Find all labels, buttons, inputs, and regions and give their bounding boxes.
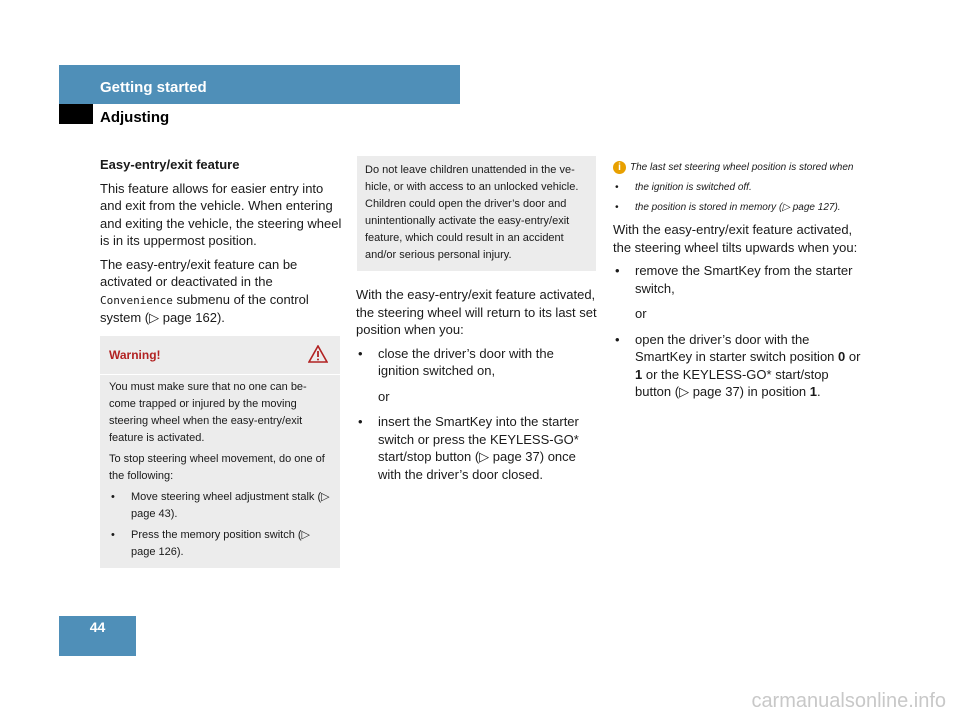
note-intro — [613, 160, 863, 175]
or-separator: or — [635, 306, 647, 321]
list-item: • open the driver’s door with the SmartKey in starter switch position 0 or 1 or the KEYLESS-GO* start/stop button (▷ page 37) in position 1. — [615, 331, 861, 399]
position-value: 1 — [809, 384, 818, 399]
list-item-text-part: or — [848, 349, 861, 364]
list-item-text: insert the SmartKey into the starter switch or press the KEYLESS-GO* start/stop button (▷ page 37) once with the driver’s door closed. — [378, 414, 579, 482]
position-value: 1 — [635, 366, 643, 382]
warning-list-item-text: Move steering wheel adjustment stalk (▷ page 43). — [131, 491, 330, 520]
note-item: • the position is stored in memory (▷ page 127). — [615, 202, 841, 213]
or-separator: or — [378, 388, 390, 404]
warning-title: Warning! — [109, 348, 161, 362]
intro-paragraph: This feature allows for easier entry into and exit from the vehicle. When entering and exiting the vehicle, the steering wheel is in its uppermost position. — [100, 180, 342, 248]
note-item: • the ignition is switched off. — [615, 182, 752, 193]
warning-list-item: • Move steering wheel adjustment stalk (▷ page 43). — [111, 491, 330, 520]
menu-name: Convenience — [100, 293, 173, 307]
warning-paragraph-1: You must make sure that no one can be-come trapped or injured by the moving steering wheel when the easy-entry/exit feature is activated. — [109, 381, 307, 444]
list-item: • insert the SmartKey into the starter switch or press the KEYLESS-GO* start/stop button (▷ page 37) once with the driver’s door closed. — [358, 414, 579, 482]
feature-heading: Easy-entry/exit feature — [100, 157, 240, 172]
note-item-text: the ignition is switched off. — [635, 182, 752, 193]
column-1 — [100, 156, 342, 327]
warning-header — [100, 336, 340, 375]
list-item-text-part: . — [817, 384, 821, 399]
column-2 — [356, 286, 598, 483]
section-title: Getting started — [100, 79, 207, 96]
children-warning-box — [357, 156, 596, 271]
page-number: 44 — [89, 619, 106, 635]
subsection-title: Adjusting — [100, 109, 170, 126]
note-intro-text: The last set steering wheel position is stored when — [630, 162, 854, 173]
list-item: • remove the SmartKey from the starter switch, — [615, 263, 853, 296]
info-icon: i — [613, 161, 626, 174]
activation-text: The easy-entry/exit feature can be activated or deactivated in the — [100, 256, 298, 289]
warning-list-item: • Press the memory position switch (▷ page 126). — [111, 529, 311, 558]
children-warning-text: Do not leave children unattended in the ve-hicle, or with access to an unlocked vehicle. Children could open the driver’s door and unintentionally activate the easy-entry/exit feature, which could result in an accident and/or serious personal injury. — [365, 164, 579, 261]
list-item-text — [635, 332, 860, 400]
activation-paragraph — [100, 256, 342, 327]
list-item-text: remove the SmartKey from the starter switch, — [635, 263, 853, 296]
warning-box — [100, 336, 340, 568]
list-item-text-part: open the driver’s door with the SmartKey in starter switch position — [635, 331, 835, 364]
column-2-intro: With the easy-entry/exit feature activated, the steering wheel will return to its last set position when you: — [356, 287, 597, 337]
list-item-text: close the driver’s door with the ignition switched on, — [378, 345, 554, 378]
warning-paragraph-2: To stop steering wheel movement, do one of the following: — [109, 453, 325, 482]
position-value: 0 — [838, 349, 846, 364]
note-item-text: the position is stored in memory (▷ page 127). — [635, 202, 841, 213]
footer-watermark: carmanualsonline.info — [751, 690, 946, 712]
column-3-intro: With the easy-entry/exit feature activated, the steering wheel tilts upwards when you: — [613, 222, 858, 255]
warning-triangle-icon — [308, 345, 328, 366]
header-marker — [59, 104, 93, 124]
warning-list-item-text: Press the memory position switch (▷ page 126). — [131, 529, 311, 558]
column-3 — [613, 160, 863, 401]
list-item: • close the driver’s door with the ignition switched on, — [358, 345, 554, 378]
activation-text-end: submenu of the control system (▷ page 162). — [100, 291, 309, 325]
list-item-text-part: or the KEYLESS-GO* start/stop button (▷ page 37) in position — [635, 366, 829, 399]
warning-body — [100, 375, 340, 561]
